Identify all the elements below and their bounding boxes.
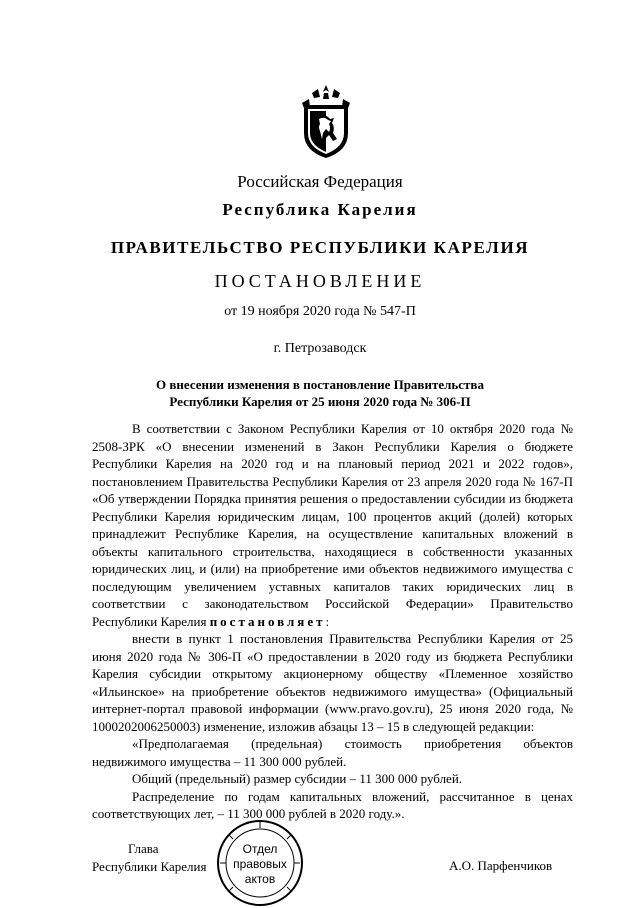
decree-colon: : [325,613,330,629]
government-title: ПРАВИТЕЛЬСТВО РЕСПУБЛИКИ КАРЕЛИЯ [110,238,530,257]
country-name: Российская Федерация [237,172,403,191]
document-subject [0,376,640,410]
stamp-line-1: Отдел [242,842,278,856]
signatory-name: А.О. Парфенчиков [449,858,553,873]
paragraph-subsidy-size: Общий (предельный) размер субсидии – 11 300 000 рублей. [132,771,463,786]
republic-name: Республика Карелия [222,200,418,219]
stamp-line-2: правовых [233,857,287,871]
stamp-line-3: актов [244,872,276,886]
document-date-number: от 19 ноября 2020 года № 547-П [224,304,416,319]
decree-word: постановляет [209,613,326,629]
document-city: г. Петрозаводск [273,341,367,356]
subject-line-2: Республики Карелия от 25 июня 2020 года № 306-П [169,394,471,409]
signatory-title-line-2: Республики Карелия [92,859,207,874]
signatory-title [92,840,206,876]
paragraph-preamble [92,420,573,630]
document-type: ПОСТАНОВЛЕНИЕ [214,271,426,291]
paragraph-amendment: внести в пункт 1 постановления Правительства Республики Карелия от 25 июня 2020 года № 306-П «О предоставлении в 2020 году из бюджета Республики Карелия субсидии открытому акционерному обществу «Племенное хозяйство «Ильинское» на приобретение объектов недвижимого имущества» (Официальный интернет-портал правовой информации (www.pravo.gov.ru), 25 июня 2020 года, № 1000202006250003) изменение, изложив абзацы 13 – 15 в следующей редакции: [92,631,573,734]
paragraph-distribution: Распределение по годам капитальных вложений, рассчитанное в ценах соответствующих лет, – 11 300 000 рублей в 2020 году.». [92,788,573,821]
paragraph-cost: «Предполагаемая (предельная) стоимость приобретения объектов недвижимого имущества – 11 300 000 рублей. [92,736,573,769]
document-body [92,420,573,823]
preamble-text: В соответствии с Законом Республики Карелия от 10 октября 2020 года № 2508-ЗРК «О внесении изменений в Закон Республики Карелия о бюджете Республики Карелия на 2020 год и на плановый период 2021 и 2022 годов», постановлением Правительства Республики Карелия от 23 апреля 2020 года № 167-П «Об утверждении Порядка принятия решения о предоставлении субсидии из бюджета Республики Карелия юридическим лицам, 100 процентов акций (долей) которых принадлежит Республике Карелия, на осуществление капитальных вложений в объекты капитального строительства, находящиеся в собственности указанных юридических лиц, и (или) на приобретение ими объектов недвижимого имущества с последующим увеличением уставных капиталов таких юридических лиц в соответствии с законодательством Российской Федерации» Правительство Республики Карелия [92,421,573,629]
coat-of-arms-icon [298,83,354,160]
subject-line-1: О внесении изменения в постановление Правительства [156,377,484,392]
signatory-title-line-1: Глава [128,841,159,856]
